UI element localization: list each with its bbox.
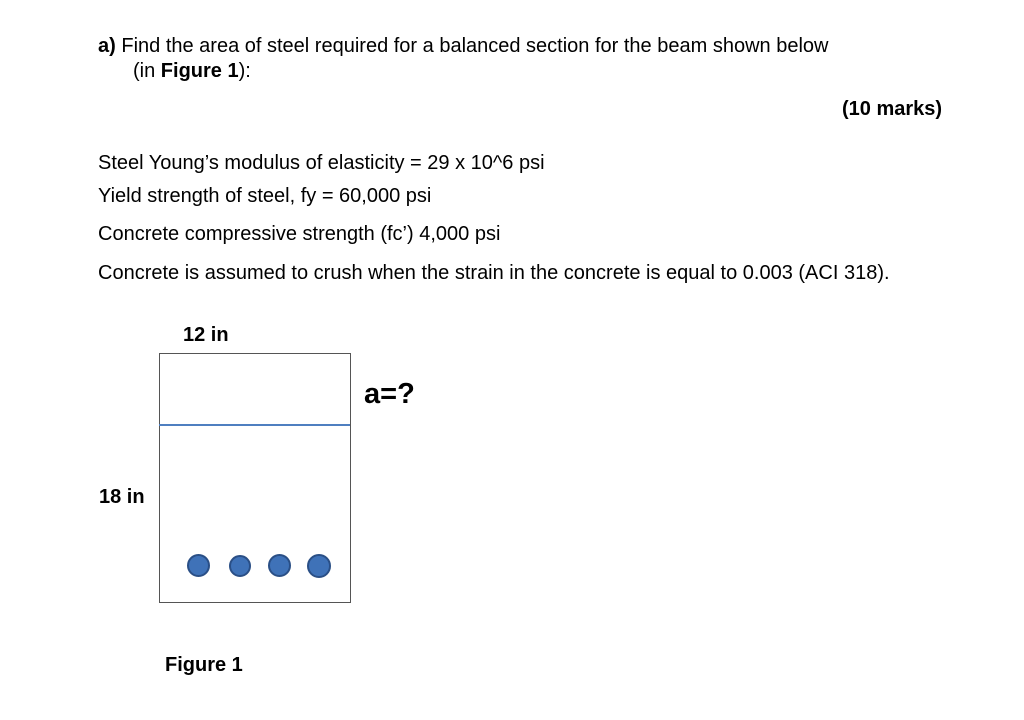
rebar-circle [229,555,251,577]
part-label: a) [98,35,116,57]
compression-depth-line [159,424,350,426]
rebar-circle [307,554,331,578]
beam-height-label: 18 in [99,486,145,508]
given-concrete-strength: Concrete compressive strength (fc’) 4,000 psi [98,223,501,245]
figure-ref: Figure 1 [160,60,239,82]
given-modulus: Steel Young’s modulus of elasticity = 29 x 10^6 psi [98,152,545,174]
figure-ref-close: ): [238,60,251,82]
marks-label: (10 marks) [842,98,943,120]
figure-caption: Figure 1 [165,654,243,676]
question-text: Find the area of steel required for a balanced section for the beam shown below [121,35,829,57]
question-line-1 [98,34,828,58]
given-yield-strength: Yield strength of steel, fy = 60,000 psi [98,185,432,207]
question-line-2 [133,59,251,83]
beam-width-label: 12 in [183,324,229,346]
figure-ref-open: (in [133,60,161,82]
given-crush-assumption: Concrete is assumed to crush when the strain in the concrete is equal to 0.003 (ACI 318). [98,262,890,284]
compression-depth-label: a=? [364,378,415,410]
rebar-circle [268,554,291,577]
rebar-circle [187,554,210,577]
